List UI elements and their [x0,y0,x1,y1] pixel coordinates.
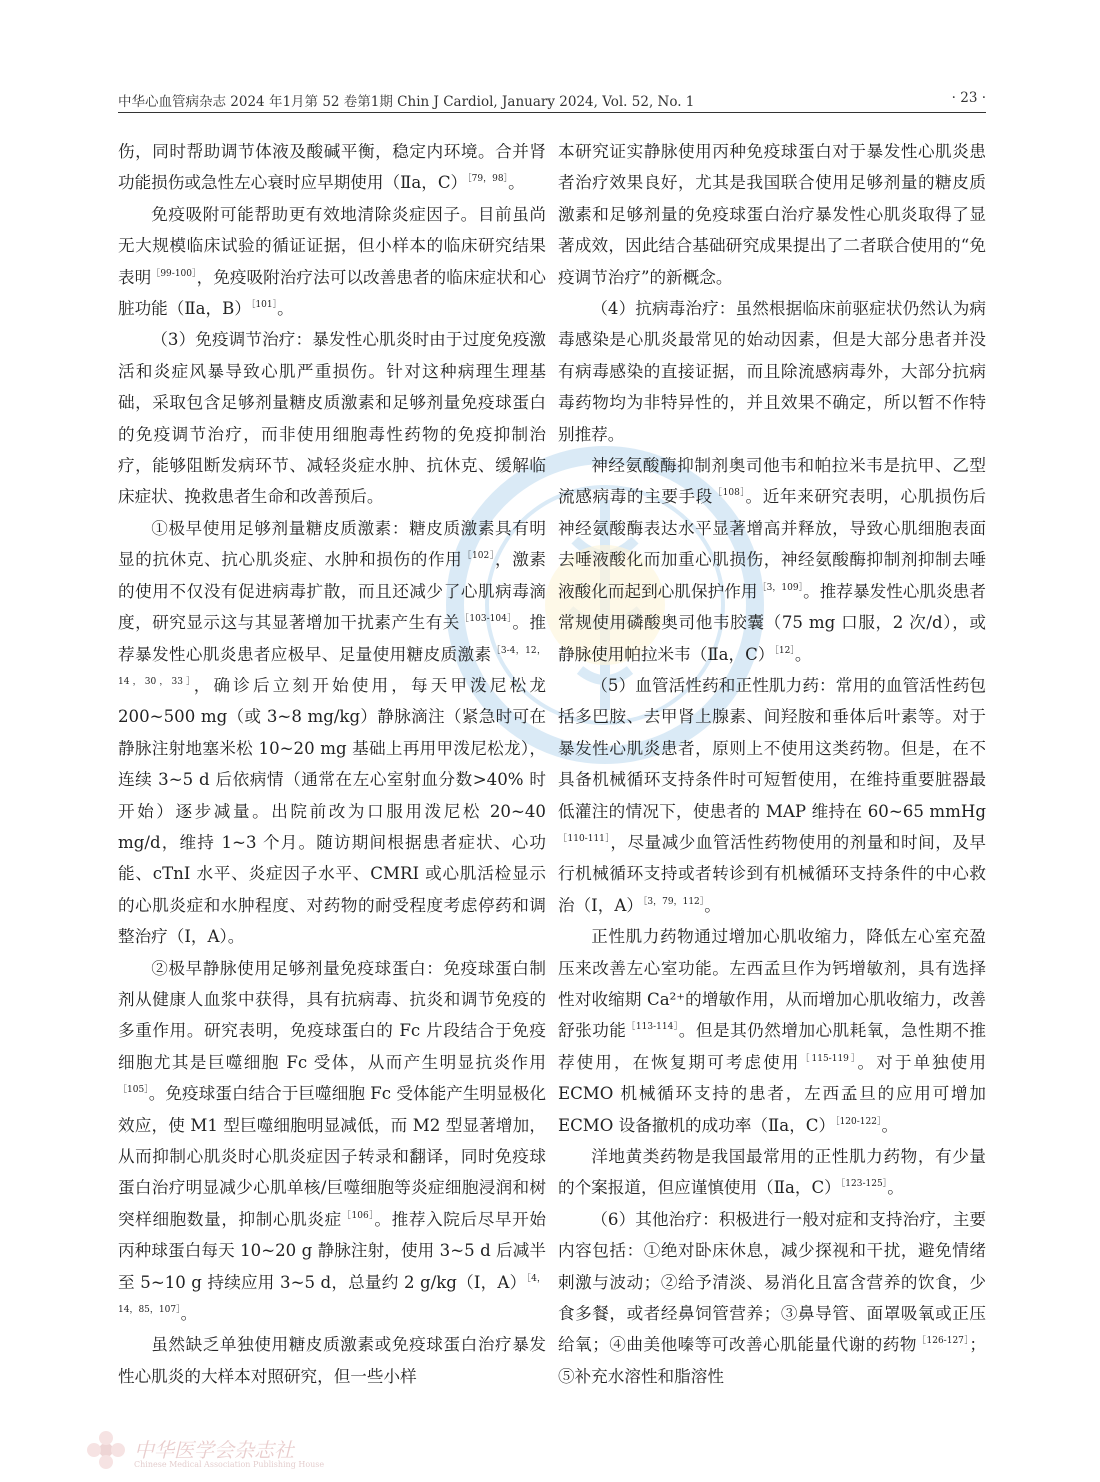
paragraph: 本研究证实静脉使用丙种免疫球蛋白对于暴发性心肌炎患者治疗效果良好，尤其是我国联合使用足够剂量的糖皮质激素和足够剂量的免疫球蛋白治疗暴发性心肌炎取得了显著成效，因此结合基础研究成果提出了二者联合使用的“免疫调节治疗”的新概念。 [558,142,986,287]
right-column [558,136,986,1392]
paragraph: 虽然缺乏单独使用糖皮质激素或免疫球蛋白治疗暴发性心肌炎的大样本对照研究，但一些小样 [118,1335,546,1386]
paragraph: 免疫吸附可能帮助更有效地清除炎症因子。目前虽尚无大规模临床试验的循证证据，但小样本的临床研究结果表明$^{[99-100]}$，免疫吸附治疗法可以改善患者的临床症状和心脏功能（Ⅱa，B）$^{[101]}$。 [118,204,546,319]
page-number: · 23 · [951,90,986,106]
publisher-name: 中华医学会杂志社 [134,1438,294,1462]
paragraph: （4）抗病毒治疗：虽然根据临床前驱症状仍然认为病毒感染是心肌炎最常见的始动因素，但是大部分患者并没有病毒感染的直接证据，而且除流感病毒外，大部分抗病毒药物均为非特异性的，并且效果不确定，所以暂不作特别推荐。 [558,299,986,444]
paragraph: （3）免疫调节治疗：暴发性心肌炎时由于过度免疫激活和炎症风暴导致心肌严重损伤。针对这种病理生理基础，采取包含足够剂量糖皮质激素和足够剂量免疫球蛋白的免疫调节治疗，而非使用细胞毒性药物的免疫抑制治疗，能够阻断发病环节、减轻炎症水肿、抗休克、缓解临床症状、挽救患者生命和改善预后。 [118,330,546,507]
paragraph: （6）其他治疗：积极进行一般对症和支持治疗，主要内容包括：①绝对卧床休息，减少探视和干扰，避免情绪刺激与波动；②给予清淡、易消化且富含营养的饮食，少食多餐，或者经鼻饲管营养；③鼻导管、面罩吸氧或正压给氧；④曲美他嗪等可改善心肌能量代谢的药物$^{[126-127]}$；⑤补充水溶性和脂溶性 [558,1209,986,1386]
journal-citation: 中华心血管病杂志 2024 年1月第 52 卷第1期 Chin J Cardiol, January 2024, Vol. 52, No. 1 [118,94,695,110]
flower-logo-icon [86,1430,126,1470]
header-rule [118,112,986,113]
publisher-logo [86,1430,446,1474]
publisher-name-en: Chinese Medical Association Publishing House [134,1460,325,1469]
paragraph: 洋地黄类药物是我国最常用的正性肌力药物，有少量的个案报道，但应谨慎使用（Ⅱa，C）$^{[123-125]}$。 [558,1147,986,1198]
paragraph: ②极早静脉使用足够剂量免疫球蛋白：免疫球蛋白制剂从健康人血浆中获得，具有抗病毒、抗炎和调节免疫的多重作用。研究表明，免疫球蛋白的 Fc 片段结合于免疫细胞尤其是巨噬细胞 Fc 受体，从而产生明显抗炎作用$^{[105]}$。免疫球蛋白结合于巨噬细胞 Fc 受体能产生明显极化效应，使 M1 型巨噬细胞明显减低，而 M2 型显著增加，从而抑制心肌炎时心肌炎症因子转录和翻译，同时免疫球蛋白治疗明显减少心肌单核/巨噬细胞等炎症细胞浸润和树突样细胞数量，抑制心肌炎症$^{[106]}$。推荐入院后尽早开始丙种球蛋白每天 10~20 g 静脉注射，使用 3~5 d 后减半至 5~10 g 持续应用 3~5 d，总量约 2 g/kg（Ⅰ，A）$^{[4,14,85,107]}$。 [118,958,546,1324]
paragraph: 神经氨酸酶抑制剂奥司他韦和帕拉米韦是抗甲、乙型流感病毒的主要手段$^{[108]}$。近年来研究表明，心肌损伤后神经氨酸酶表达水平显著增高并释放，导致心肌细胞表面去唾液酸化而加重心肌损伤，神经氨酸酶抑制剂抑制去唾液酸化而起到心肌保护作用$^{[3,109]}$。推荐暴发性心肌炎患者常规使用磷酸奥司他韦胶囊（75 mg 口服，2 次/d），或静脉使用帕拉米韦（Ⅱa，C）$^{[12]}$。 [558,456,987,664]
paragraph: 伤，同时帮助调节体液及酸碱平衡，稳定内环境。合并肾功能损伤或急性左心衰时应早期使用（Ⅱa，C）$^{[79,98]}$。 [118,142,546,193]
paragraph: 正性肌力药物通过增加心肌收缩力，降低左心室充盈压来改善左心室功能。左西孟旦作为钙增敏剂，具有选择性对收缩期 Ca²⁺的增敏作用，从而增加心肌收缩力，改善舒张功能$^{[113-114]}$。但是其仍然增加心肌耗氧，急性期不推荐使用，在恢复期可考虑使用$^{[115-119]}$。对于单独使用 ECMO 机械循环支持的患者，左西孟旦的应用可增加 ECMO 设备撤机的成功率（Ⅱa，C）$^{[120-122]}$。 [558,927,987,1135]
paragraph: （5）血管活性药和正性肌力药：常用的血管活性药包括多巴胺、去甲肾上腺素、间羟胺和垂体后叶素等。对于暴发性心肌炎患者，原则上不使用这类药物。但是，在不具备机械循环支持条件时可短暂使用，在维持重要脏器最低灌注的情况下，使患者的 MAP 维持在 60~65 mmHg$^{[110-111]}$，尽量减少血管活性药物使用的剂量和时间，及早行机械循环支持或者转诊到有机械循环支持条件的中心救治（Ⅰ，A）$^{[3,79,112]}$。 [558,675,986,915]
running-header [118,88,986,110]
paragraph: ①极早使用足够剂量糖皮质激素：糖皮质激素具有明显的抗休克、抗心肌炎症、水肿和损伤的作用$^{[102]}$，激素的使用不仅没有促进病毒扩散，而且还减少了心肌病毒滴度，研究显示这与其显著增加干扰素产生有关$^{[103-104]}$。推荐暴发性心肌炎患者应极早、足量使用糖皮质激素$^{[3-4,12,14,30,33]}$，确诊后立刻开始使用，每天甲泼尼松龙 200~500 mg（或 3~8 mg/kg）静脉滴注（紧急时可在静脉注射地塞米松 10~20 mg 基础上再用甲泼尼松龙），连续 3~5 d 后依病情（通常在左心室射血分数>40% 时开始）逐步减量。出院前改为口服用泼尼松 20~40 mg/d，维持 1~3 个月。随访期间根据患者症状、心功能、cTnI 水平、炎症因子水平、CMRI 或心肌活检显示的心肌炎症和水肿程度、对药物的耐受程度考虑停药和调整治疗（Ⅰ，A）。 [118,518,547,947]
left-column [118,136,546,1392]
